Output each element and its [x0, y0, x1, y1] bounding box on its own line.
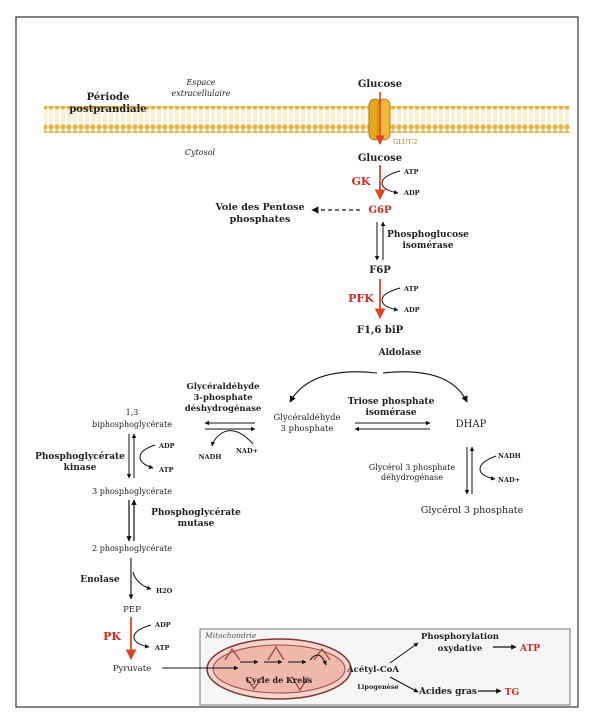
g3pdh-nadh-curve: [480, 456, 496, 479]
cytosol-label: Cytosol: [184, 148, 216, 157]
pg2-label: 2 phosphoglycérate: [92, 544, 172, 553]
glycerol3p-label: Glycérol 3 phosphate: [420, 505, 524, 516]
pk-atp: ATP: [155, 644, 170, 652]
periode-label-1: Période: [86, 92, 130, 103]
gapdh-nad: NAD+: [235, 447, 259, 455]
pfk-atp: ATP: [404, 285, 419, 293]
pgk-label-2: kinase: [63, 463, 97, 473]
glucose-ext-label: Glucose: [357, 79, 403, 90]
gapdh-nadh: NADH: [198, 453, 222, 461]
pk-label: PK: [103, 630, 121, 643]
gk-atp: ATP: [404, 168, 419, 176]
gk-label: GK: [351, 175, 371, 188]
mito-title: Mitochondrie: [205, 631, 257, 640]
dhap-label: DHAP: [455, 419, 487, 430]
g3pdh-label-1: Glycérol 3 phosphate: [368, 463, 456, 472]
pgk-atp-curve: [140, 445, 155, 468]
espace-label-2: extracellulaire: [171, 89, 231, 98]
mitochondrion-drawing: [207, 639, 351, 699]
pk-adp-curve: [134, 625, 151, 647]
gap-label-1: Glycéraldéhyde: [273, 413, 341, 423]
tpi-label-2: isomérase: [365, 408, 417, 418]
bpg13-label-2: biphosphoglycérate: [92, 420, 172, 429]
pg3-label: 3 phosphoglycérate: [92, 487, 172, 496]
pfk-adp: ADP: [404, 306, 420, 314]
glucose-label: Glucose: [357, 153, 403, 164]
gapdh-label-2: 3-phosphate: [193, 393, 253, 403]
tpi-label-1: Triose phosphate: [347, 397, 435, 407]
gapdh-nad-curve: [212, 431, 253, 446]
phosox-label-2: oxydative: [437, 644, 483, 654]
pgm-label-2: mutase: [177, 519, 215, 529]
tg-label: TG: [504, 688, 520, 698]
gk-atp-curve: [382, 171, 400, 193]
enolase-h2o: H2O: [156, 587, 173, 595]
acides-gras-label: Acides gras: [418, 687, 478, 697]
acetylcoa-label: Acétyl-CoA: [347, 665, 399, 675]
pentose-label-1: Voie des Pentose: [215, 202, 305, 213]
gap-label-2: 3 phosphate: [280, 424, 334, 434]
f16bp-label: F1,6 biP: [356, 325, 404, 336]
pgk-label-1: Phosphoglycérate: [35, 452, 125, 462]
g3pdh-nad: NAD+: [498, 476, 521, 484]
lipogenese-label: Lipogenèse: [357, 683, 399, 691]
pfk-label: PFK: [348, 292, 374, 305]
f6p-label: F6P: [369, 265, 391, 276]
pyruvate-label: Pyruvate: [112, 664, 152, 674]
gapdh-label-3: déshydrogénase: [184, 404, 262, 414]
pk-adp: ADP: [155, 621, 171, 629]
phosox-label-1: Phosphorylation: [421, 632, 499, 642]
periode-label-2: postprandiale: [69, 104, 147, 115]
enolase-h2o-curve: [133, 572, 151, 589]
pentose-label-2: phosphates: [229, 214, 291, 225]
glut2-label: GLUT-2: [393, 138, 418, 146]
espace-label-1: Espace: [186, 78, 216, 87]
g3pdh-nadh: NADH: [498, 452, 521, 460]
gapdh-label-1: Glycéraldéhyde: [186, 382, 260, 392]
g6p-label: G6P: [368, 205, 392, 216]
pgk-adp: ADP: [159, 442, 175, 450]
bpg13-label-1: 1,3: [125, 408, 139, 417]
pgk-atp: ATP: [159, 466, 174, 474]
pgm-label-1: Phosphoglycérate: [151, 508, 241, 518]
pep-label: PEP: [123, 605, 141, 615]
pfk-atp-curve: [382, 288, 400, 310]
atp-final-label: ATP: [520, 644, 540, 654]
aldolase-label: Aldolase: [378, 348, 422, 358]
krebs-label: Cycle de Krebs: [245, 675, 313, 685]
gk-adp: ADP: [404, 189, 420, 197]
pgi-label-2: isomérase: [402, 241, 454, 251]
pgi-label-1: Phosphoglucose: [387, 230, 469, 240]
g3pdh-label-2: déhydrogénase: [381, 473, 443, 482]
enolase-label: Enolase: [80, 575, 120, 585]
